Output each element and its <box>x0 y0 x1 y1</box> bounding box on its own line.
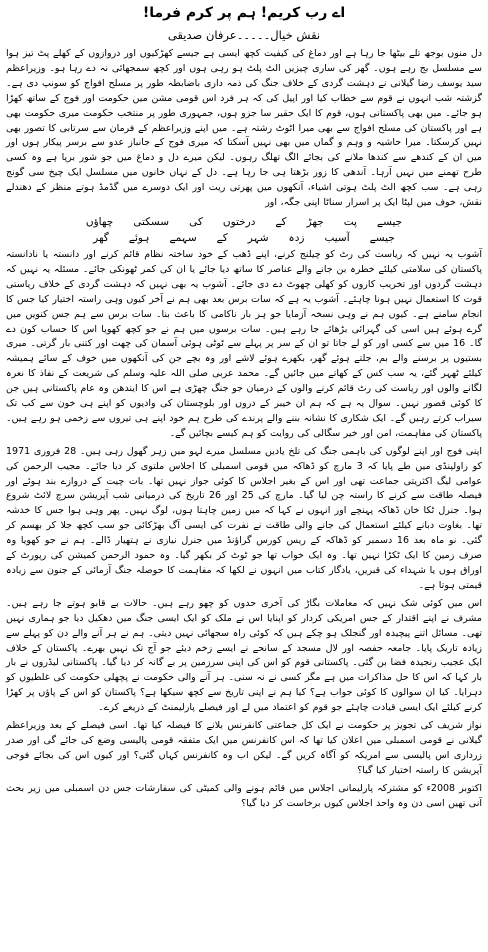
couplet-word: جیسے <box>376 215 403 228</box>
article-paragraph: اکتوبر 2008ء کو مشترکہ پارلیمانی اجلاس میں قائم ہونے والی کمیٹی کی سفارشات جس دن اسمبلی میں زیر بحث آنی تھیں اسی دن وہ واحد اجلاس کیوں برخاست کر دیا گیا؟ <box>6 782 483 809</box>
couplet-word: جیسے <box>369 231 395 244</box>
couplet-word: کے <box>216 231 228 244</box>
couplet-word: زدہ <box>288 231 305 244</box>
couplet-word: چھاؤں <box>85 215 114 228</box>
poetry-couplet <box>6 214 482 246</box>
couplet-word: کے <box>275 215 287 228</box>
article-title: اے رب کریم! ہم پر کرم فرما! <box>142 5 346 21</box>
couplet-line-1 <box>6 214 482 230</box>
couplet-word: گھر <box>93 231 109 244</box>
couplet-word: سسکتی <box>133 215 170 228</box>
couplet-word: آسیب <box>324 231 350 244</box>
article-paragraph: آشوب یہ نہیں کہ ریاست کی رٹ کو چیلنج کرنے، اپنے ڈھب کے خود ساختہ نظام قائم کرنے اور دانستہ یا نادانستہ پاکستان کی سلامتی کیلئے خطرہ بن جانے والے عناصر کا ساتھ دیا جائے یا ان کی کمر ٹھونکی جائے۔ مسئلہ یہ نہیں کہ دہشت گردوں اور تخریب کاروں کو کھلی چھوٹ دے دی جائے۔ آشوب یہ بھی نہیں کہ دہشت گردی کے خلاف ریاستی قوت کا استعمال نہیں ہونا چاہئے۔ آشوب یہ ہے کہ سات برس بعد بھی ہم نے آخر کیوں وہی راستہ اختیار کیا جس کا انجام سامنے ہے۔ کیوں ہم نے وہی نسخہ آزمایا جو ہر بار ناکامی کا باعث بنا۔ سات برس سے ہم جس کنویں میں گرے ہوئے ہیں اسی کی گہرائی بڑھائے جا رہے ہیں۔ سات برسوں میں ہم نے جو کچھ کھویا اس کا حساب کون دے گا۔ 16 میں سے کسی اور کو لے جاتا تو ان کے سر پر پہلے سے ٹوٹی ہوئی آسمان کی چھت اور کتنی بار گرتی۔ میری بستیوں پر برسنے والے بم، جلتے ہوئے گھر، بکھرے ہوئے لاشے اور وہ بچے جن کی آنکھوں میں خوف کے سائے ہمیشہ کیلئے ٹھہر گئے، یہ سب کس کے کھاتے میں جائیں گے۔ محمد عربی صلی اللہ علیہ وسلم کی شریعت کے نفاذ کا نعرہ لگانے والوں اور ریاست کی رٹ قائم کرنے والوں کے درمیان جو جنگ چھڑی ہے اس کا ایندھن وہ عام پاکستانی ہیں جن کا کوئی قصور نہیں۔ سوال یہ ہے کہ ہم ان خیبر کے دروں اور بلوچستان کی وادیوں کو اپنے ہی خون سے کب تک سیراب کرتے رہیں گے۔ ایک شکاری کا نشانہ بننے والے پرندے کی طرح ہم خود اپنے ہی تیروں سے زخمی ہو رہے ہیں۔ پاکستان کی مفاہمت، امن اور خیر سگالی کی روایت کو ہم کیسے بچائیں گے۔ <box>6 248 482 439</box>
article-paragraph: اس میں کوئی شک نہیں کہ معاملات بگاڑ کی آخری حدوں کو چھو رہے ہیں۔ حالات بے قابو ہوتے جا رہے ہیں۔ مشرف نے اپنے اقتدار کے جس امریکی کردار کو اپنایا اس نے ملک کو ایک ایسی جنگ میں دھکیل دیا جو ہماری نہیں تھی۔ مسائل اتنے پیچیدہ اور گنجلک ہو چکے ہیں کہ کوئی راہ سجھائی نہیں دیتی۔ ہم نے ہر آنے والے دن کو پہلے سے زیادہ تاریک پایا۔ جامعہ حفصہ اور لال مسجد کے سانحے نے ایسے زخم دیئے جو آج تک نہیں بھرے۔ پاکستان کے خلاف ایک عجیب رنجیدہ فضا بن گئی۔ پاکستانی قوم کو اس کی اپنی سرزمین پر بے گانہ کر دیا گیا۔ پاکستانی لیڈروں نے بار بار کہا کہ اس کا حل مذاکرات میں ہے مگر کسی نے نہ سنی۔ ہر آنے والی حکومت نے پچھلی حکومت کی غلطیوں کو دہرایا۔ کیا ان سوالوں کا کوئی جواب ہے؟ کیا ہم نے اپنی تاریخ سے کچھ سیکھا ہے؟ پاکستان کو اس کے پاؤں پر کھڑا کرنے کیلئے ایک ایسی قیادت چاہئے جو قوم کو اعتماد میں لے اور فیصلے پارلیمنٹ کے ذریعے کرے۔ <box>6 597 482 714</box>
couplet-word: پت <box>343 215 357 228</box>
author-byline: نقش خیال۔۔۔۔۔عرفان صدیقی <box>167 28 321 42</box>
couplet-word: ہوئے <box>128 231 150 244</box>
couplet-word: کی <box>189 215 203 228</box>
couplet-word: شہر <box>247 231 269 244</box>
article-paragraph: نواز شریف کی تجویز پر حکومت نے ایک کل جماعتی کانفرنس بلانے کا فیصلہ کیا تھا۔ اسی فیصلے کے بعد وزیراعظم گیلانی نے قومی اسمبلی میں اعلان کیا تھا کہ اس کانفرنس میں ایک متفقہ قومی پالیسی وضع کی جائے گی اور صدر زرداری اس پالیسی سے امریکہ کو آگاہ کریں گے۔ لیکن اب وہ کانفرنس کہاں گئی؟ اور کیوں اس کی بجائے فوجی آپریشن کا راستہ اختیار کیا گیا؟ <box>6 720 482 776</box>
couplet-line-2 <box>6 230 482 246</box>
article-paragraph: دل منوں بوجھ تلے بیٹھا جا رہا ہے اور دماغ کی کیفیت کچھ ایسی ہے جیسے کھڑکیوں اور دروازوں کے کھلے پٹ تیز ہوا سے مسلسل بج رہے ہوں۔ گھر کی ساری چیزیں الٹ پلٹ ہو رہی ہوں اور کچھ سمجھائی نہ دے رہا ہو۔ وزیراعظم سید یوسف رضا گیلانی نے دہشت گردی کے خلاف جنگ کی ذمہ داری باضابطہ طور پر مسلح افواج کو سونپ دی ہے۔ گزشتہ شب انہوں نے قوم سے خطاب کیا اور اپیل کی کہ ہر فرد اس قومی مشن میں حکومت اور فوج کے ساتھ کھڑا ہو جائے۔ میں بھی پاکستانی ہوں، قوم کا ایک حقیر سا جزو ہوں، جمہوری طور پر منتخب حکومت میری حکومت بھی ہے اور پاکستان کی مسلح افواج سے بھی میرا اٹوٹ رشتہ ہے۔ میں اپنے وزیراعظم کے فرمان سے سرتابی کا تصور بھی نہیں کرسکتا۔ میرا حاشیہ و وہم و گماں میں بھی نہیں آسکتا کہ میری فوج کے جانباز عدو سے برسر پیکار ہوں اور میں ان کے کندھے سے کندھا ملانے کی بجائے الگ تھلگ رہوں۔ لیکن میرے دل و دماغ میں جو شور برپا ہے وہ کسی طرح تھمنے میں نہیں آرہا۔ آندھی کا زور بڑھتا ہی جا رہا ہے۔ دل کے نہاں خانوں میں مسلسل ایک چیخ سی گونج رہی ہے۔ سب کچھ الٹ پلٹ ہوتی اشیاء، آنکھوں میں پھرتی ریت اور ایک دوسرے میں گڈمڈ ہوتے منظر کے دھندلے نقش، خوف میں لپٹا ایک پر اسرار سناٹا اپنی جگہ، اور <box>6 48 482 209</box>
couplet-word: درختوں <box>222 215 256 228</box>
couplet-word: سہمے <box>169 231 197 244</box>
article-paragraph: اپنی فوج اور اپنے لوگوں کی باہمی جنگ کی تلخ یادیں مسلسل میرے لہو میں زہر گھول رہی ہیں۔ 28 فروری 1971 کو راولپنڈی میں طے پایا کہ 3 مارچ کو ڈھاکہ میں قومی اسمبلی کا اجلاس ملتوی کر دیا جائے۔ مجیب الرحمن کی عوامی لیگ اکثریتی جماعت تھی اور اس کے بغیر اجلاس کا کوئی جواز نہیں تھا۔ بات چیت کے دروازے بند ہوئے اور فیصلہ طاقت سے کرنے کا راستہ چن لیا گیا۔ مارچ کی 25 اور 26 تاریخ کی درمیانی شب آپریشن سرچ لائٹ شروع ہوا۔ جنرل ٹکا خان ڈھاکہ پہنچے اور انہوں نے کہا کہ میں زمین چاہتا ہوں، لوگ نہیں۔ پھر وہی ہوا جس کا خدشہ تھا۔ بغاوت دبانے کیلئے استعمال کی جانے والی طاقت نے نفرت کی ایسی آگ بھڑکائی جو سب کچھ جلا کر بھسم کر گئی۔ نو ماہ بعد 16 دسمبر کو ڈھاکہ کے ریس کورس گراؤنڈ میں جنرل نیازی نے ہتھیار ڈالے۔ ہم نے جو کھویا وہ صرف زمین کا ایک ٹکڑا نہیں تھا۔ وہ ایک خواب تھا جو ٹوٹ کر بکھر گیا۔ وہ حمود الرحمن کمیشن کی رپورٹ کے اوراق ہوں یا شہداء کی قبریں، یادگار کتاب میں انہوں نے لکھا کہ مفاہمت کا حوصلہ جنگ آزمائی کے جنون سے زیادہ قیمتی ہوتا ہے۔ <box>6 445 483 591</box>
couplet-word: جھڑ <box>306 215 324 228</box>
